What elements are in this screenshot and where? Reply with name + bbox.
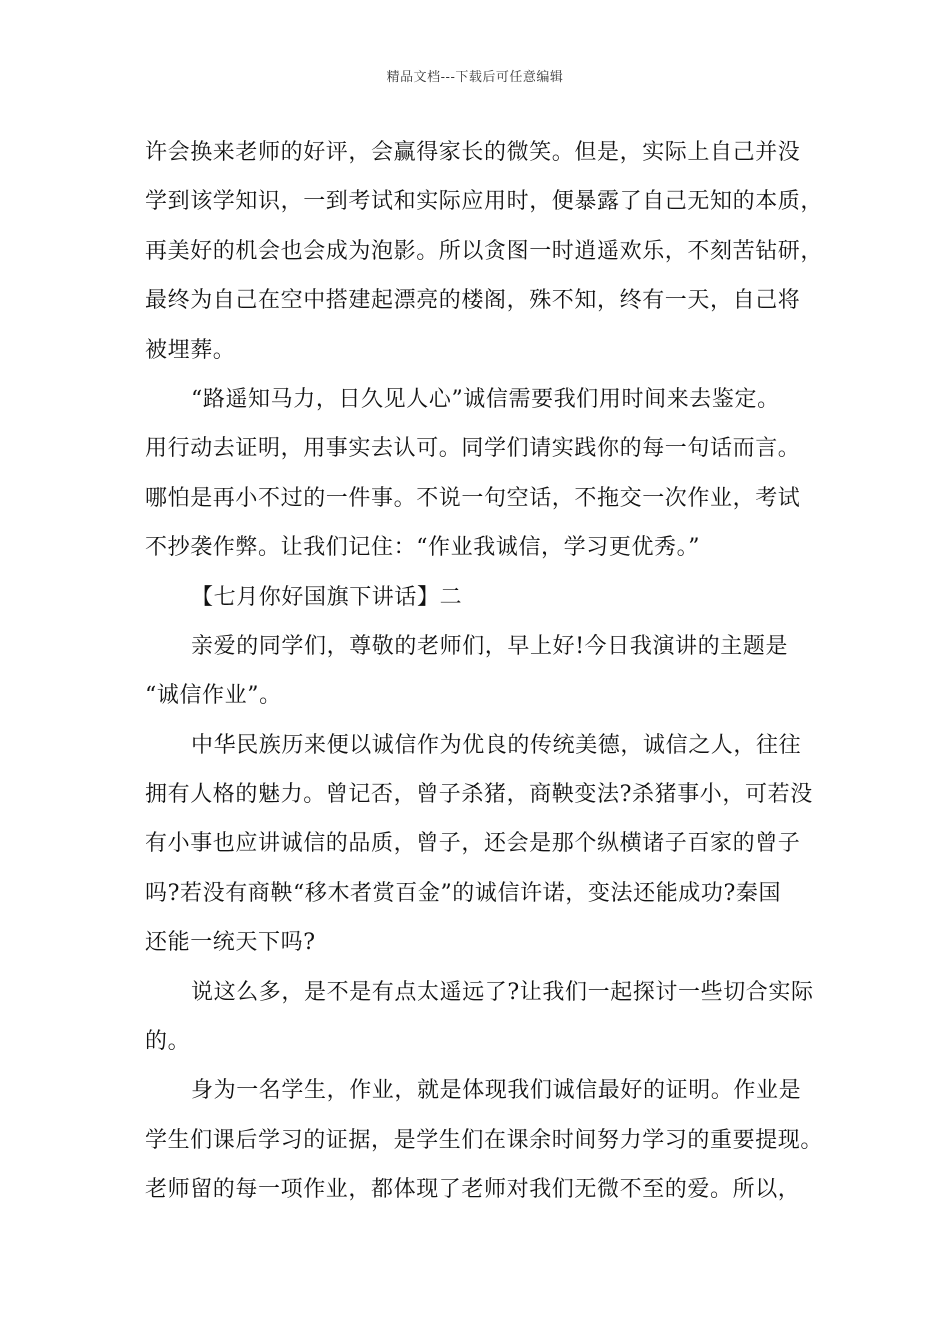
- text-line: 的。: [145, 1029, 191, 1055]
- text-line: 不抄袭作弊。让我们记住：“作业我诚信，学习更优秀。”: [145, 535, 701, 561]
- text-line: 还能一统天下吗?: [145, 930, 316, 956]
- text-line: 拥有人格的魅力。曾记否，曾子杀猪，商鞅变法?杀猪事小，可若没: [145, 782, 813, 808]
- text-line: 有小事也应讲诚信的品质，曾子，还会是那个纵横诸子百家的曾子: [145, 831, 801, 857]
- text-line: 最终为自己在空中搭建起漂亮的楼阁，殊不知，终有一天，自己将: [145, 288, 801, 314]
- text-line: 学生们课后学习的证据，是学生们在课余时间努力学习的重要提现。: [145, 1127, 824, 1153]
- text-line: 用行动去证明，用事实去认可。同学们请实践你的每一句话而言。: [145, 436, 801, 462]
- text-line: 哪怕是再小不过的一件事。不说一句空话，不拖交一次作业，考试: [145, 485, 801, 511]
- text-line: 亲爱的同学们，尊敬的老师们，早上好!今日我演讲的主题是: [191, 633, 789, 659]
- text-line: 许会换来老师的好评，会赢得家长的微笑。但是，实际上自己并没: [145, 140, 801, 165]
- text-line: 【七月你好国旗下讲话】二: [191, 584, 463, 610]
- document-body: [145, 128, 825, 1215]
- text-line: 说这么多，是不是有点太遥远了?让我们一起探讨一些切合实际: [191, 979, 814, 1005]
- text-line: 学到该学知识，一到考试和实际应用时，便暴露了自己无知的本质，: [145, 189, 824, 215]
- text-line: 老师留的每一项作业，都体现了老师对我们无微不至的爱。所以，: [145, 1177, 801, 1203]
- text-line: “路遥知马力，日久见人心”诚信需要我们用时间来去鉴定。: [191, 386, 780, 412]
- text-line: “诚信作业”。: [145, 683, 282, 709]
- text-line: 被埋葬。: [145, 337, 236, 363]
- text-line: 身为一名学生，作业，就是体现我们诚信最好的证明。作业是: [191, 1078, 802, 1104]
- page-header: 精品文档---下载后可任意编辑: [386, 70, 564, 85]
- text-line: 吗?若没有商鞅“移木者赏百金”的诚信许诺，变法还能成功?秦国: [145, 880, 782, 906]
- text-line: 中华民族历来便以诚信作为优良的传统美德，诚信之人，往往: [191, 732, 802, 758]
- text-line: 再美好的机会也会成为泡影。所以贪图一时逍遥欢乐，不刻苦钻研，: [145, 238, 824, 264]
